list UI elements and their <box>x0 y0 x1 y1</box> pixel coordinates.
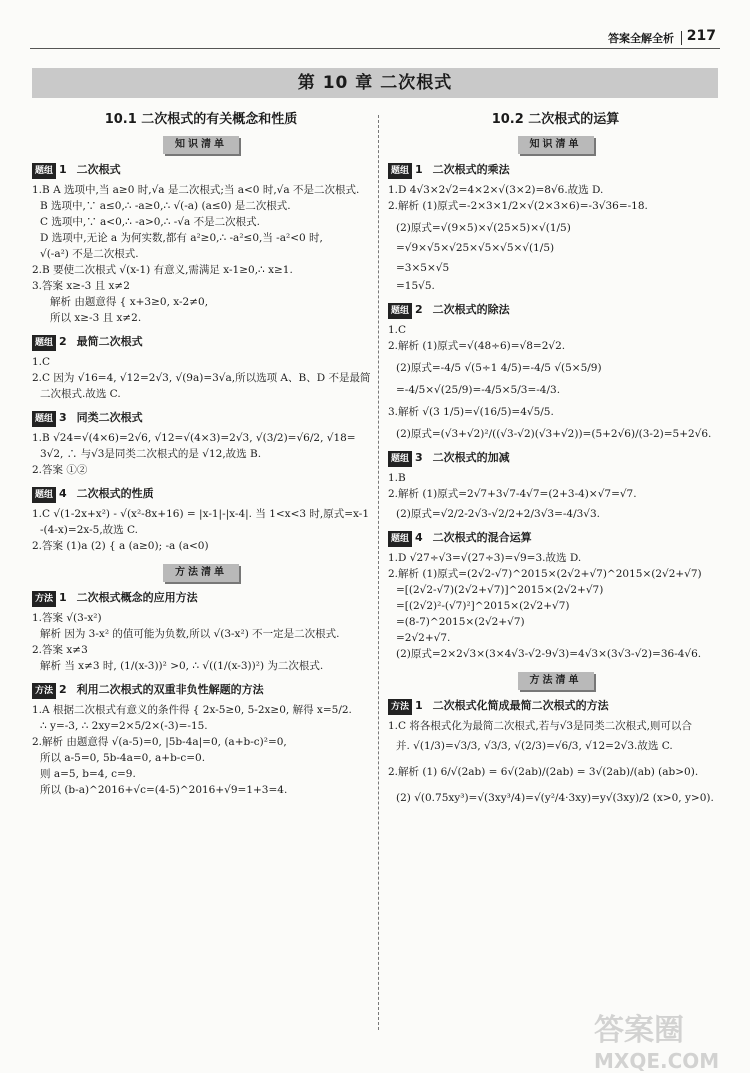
section-title-10-2: 10.2 二次根式的运算 <box>491 112 620 127</box>
group-tag: 题组 <box>388 531 412 547</box>
group-heading: 题组 3 二次根式的加减 <box>388 450 723 467</box>
knowledge-banner: 知识清单 <box>163 136 239 154</box>
answer-line: 2.C 因为 √16=4, √12=2√3, √(9a)=3√a,所以选项 A、B、D 不是最简 <box>32 372 371 384</box>
group-heading: 题组 3 同类二次根式 <box>32 410 370 427</box>
method-heading: 方法 1 二次根式概念的应用方法 <box>32 590 370 607</box>
answer-line: =-4/5×√(25/9)=-4/5×5/3=-4/3. <box>396 384 561 396</box>
method-tag: 方法 <box>32 683 56 699</box>
answer-line: 2.解析 (1)原式=(2√2-√7)^2015×(2√2+√7)^2015×(2√2+√7) <box>388 568 702 580</box>
answer-line: (2)原式=(√3+√2)²/((√3-√2)(√3+√2))=(5+2√6)/(3-2)=5+2√6. <box>396 428 712 440</box>
group-tag: 题组 <box>32 335 56 351</box>
answer-line: 1.A 根据二次根式有意义的条件得 { 2x-5≥0, 5-2x≥0, 解得 x=5/2. <box>32 704 352 716</box>
answer-line: 1.B <box>388 472 406 484</box>
answer-line: B 选项中,∵ a≤0,∴ -a≥0,∴ √(-a) (a≤0) 是二次根式. <box>40 200 291 212</box>
answer-line: 1.D 4√3×2√2=4×2×√(3×2)=8√6.故选 D. <box>388 184 604 196</box>
r-method-1-answers <box>388 718 723 806</box>
answer-line: 2.B 要使二次根式 √(x-1) 有意义,需满足 x-1≥0,∴ x≥1. <box>32 264 293 276</box>
answer-line: 所以 a-5=0, 5b-4a=0, a+b-c=0. <box>40 752 206 764</box>
answer-line: 1.D √27÷√3=√(27÷3)=√9=3.故选 D. <box>388 552 582 564</box>
answer-line: 解析 由题意得 { x+3≥0, x-2≠0, <box>50 296 209 308</box>
method-tag: 方法 <box>32 591 56 607</box>
answer-line: =3×5×√5 <box>396 262 450 274</box>
group-4-answers <box>32 506 370 554</box>
header-label: 答案全解全析 <box>608 32 674 45</box>
watermark-logo <box>594 1005 744 1073</box>
answer-line: -(4-x)=2x-5,故选 C. <box>40 524 139 536</box>
chapter-title: 第 10 章 二次根式 <box>32 68 718 98</box>
answer-line: 1.C <box>388 324 407 336</box>
watermark-text: 答案圈 <box>594 1013 684 1048</box>
group-tag: 题组 <box>32 487 56 503</box>
section-title-10-1: 10.1 二次根式的有关概念和性质 <box>104 112 298 127</box>
method-banner: 方法清单 <box>518 672 594 690</box>
method-tag: 方法 <box>388 699 412 715</box>
method-banner: 方法清单 <box>163 564 239 582</box>
right-column <box>388 110 723 806</box>
answer-line: 解析 因为 3-x² 的值可能为负数,所以 √(3-x²) 不一定是二次根式. <box>40 628 340 640</box>
answer-line: 二次根式.故选 C. <box>40 388 121 400</box>
answer-line: 解析 当 x≠3 时, (1/(x-3))² >0, ∴ √((1/(x-3))²) 为二次根式. <box>40 660 324 672</box>
answer-line: =15√5. <box>396 280 435 292</box>
answer-line: 1.答案 √(3-x²) <box>32 612 102 624</box>
page-number: 217 <box>686 28 716 44</box>
answer-line: 2.解析 由题意得 √(a-5)=0, |5b-4a|=0, (a+b-c)²=0, <box>32 736 287 748</box>
group-heading: 题组 4 二次根式的性质 <box>32 486 370 503</box>
answer-line: 并. √(1/3)=√3/3, √3/3, √(2/3)=√6/3, √12=2√3.故选 C. <box>396 740 673 752</box>
answer-line: (2)原式=-4/5 √(5÷1 4/5)=-4/5 √(5×5/9) <box>396 362 602 374</box>
group-1-answers <box>32 182 370 326</box>
answer-line: 1.B A 选项中,当 a≥0 时,√a 是二次根式;当 a<0 时,√a 不是二次根式. <box>32 184 360 196</box>
group-tag: 题组 <box>32 163 56 179</box>
r-group-2-answers <box>388 322 723 442</box>
answer-line: D 选项中,无论 a 为何实数,都有 a²≥0,∴ -a²≤0,当 -a²<0 时, <box>40 232 323 244</box>
answer-line: 2.解析 (1) 6/√(2ab) = 6√(2ab)/(2ab) = 3√(2ab)/(ab) (ab>0). <box>388 766 699 778</box>
answer-line: 1.B √24=√(4×6)=2√6, √12=√(4×3)=2√3, √(3/2)=√6/2, √18= <box>32 432 356 444</box>
group-heading: 题组 4 二次根式的混合运算 <box>388 530 723 547</box>
answer-line: C 选项中,∵ a<0,∴ -a>0,∴ -√a 不是二次根式. <box>40 216 260 228</box>
answer-line: 3.答案 x≥-3 且 x≠2 <box>32 280 130 292</box>
answer-line: =2√2+√7. <box>396 632 451 644</box>
answer-line: 2.答案 x≠3 <box>32 644 88 656</box>
answer-line: ∴ y=-3, ∴ 2xy=2×5/2×(-3)=-15. <box>40 720 208 732</box>
answer-line: √(-a²) 不是二次根式. <box>40 248 139 260</box>
watermark-url: MXQE.COM <box>594 1049 720 1073</box>
method-heading: 方法 2 利用二次根式的双重非负性解题的方法 <box>32 682 370 699</box>
answer-line: 所以 (b-a)^2016+√c=(4-5)^2016+√9=1+3=4. <box>40 784 288 796</box>
answer-line: 则 a=5, b=4, c=9. <box>40 768 136 780</box>
group-tag: 题组 <box>32 411 56 427</box>
answer-line: (2)原式=√2/2-2√3-√2/2+2/3√3=-4/3√3. <box>396 508 601 520</box>
group-heading: 题组 2 最简二次根式 <box>32 334 370 351</box>
answer-line: 2.答案 (1)a (2) { a (a≥0); -a (a<0) <box>32 540 209 552</box>
answer-line: 1.C 将各根式化为最简二次根式,若与√3是同类二次根式,则可以合 <box>388 720 692 732</box>
answer-line: 3.解析 √(3 1/5)=√(16/5)=4√5/5. <box>388 406 554 418</box>
answer-line: 所以 x≥-3 且 x≠2. <box>50 312 142 324</box>
answer-line: 2.答案 ①② <box>32 464 88 476</box>
group-2-answers <box>32 354 370 402</box>
knowledge-banner: 知识清单 <box>518 136 594 154</box>
method-heading: 方法 1 二次根式化简成最简二次根式的方法 <box>388 698 723 715</box>
answer-line: 2.解析 (1)原式=-2×3×1/2×√(2×3×6)=-3√36=-18. <box>388 200 648 212</box>
answer-line: =[(2√2)²-(√7)²]^2015×(2√2+√7) <box>396 600 570 612</box>
answer-line: =√9×√5×√25×√5×√5×√(1/5) <box>396 242 555 254</box>
group-heading: 题组 1 二次根式的乘法 <box>388 162 723 179</box>
group-heading: 题组 1 二次根式 <box>32 162 370 179</box>
column-divider <box>378 115 379 1030</box>
answer-line: 3√2, ∴ 与√3是同类二次根式的是 √12,故选 B. <box>40 448 262 460</box>
r-group-3-answers <box>388 470 723 522</box>
answer-line: 2.解析 (1)原式=√(48÷6)=√8=2√2. <box>388 340 566 352</box>
answer-line: 1.C √(1-2x+x²) - √(x²-8x+16) = |x-1|-|x-4|. 当 1<x<3 时,原式=x-1 <box>32 508 370 520</box>
group-tag: 题组 <box>388 163 412 179</box>
answer-line: 2.解析 (1)原式=2√7+3√7-4√7=(2+3-4)×√7=√7. <box>388 488 637 500</box>
group-tag: 题组 <box>388 451 412 467</box>
r-group-1-answers <box>388 182 723 294</box>
answer-line: 1.C <box>32 356 51 368</box>
page-header <box>30 28 720 49</box>
answer-line: =(8-7)^2015×(2√2+√7) <box>396 616 525 628</box>
r-group-4-answers <box>388 550 723 662</box>
header-separator <box>681 31 682 45</box>
group-heading: 题组 2 二次根式的除法 <box>388 302 723 319</box>
answer-line: =[(2√2-√7)(2√2+√7)]^2015×(2√2+√7) <box>396 584 604 596</box>
method-2-answers <box>32 702 370 798</box>
answer-line: (2) √(0.75xy³)=√(3xy³/4)=√(y²/4·3xy)=y√(3xy)/2 (x>0, y>0). <box>396 792 714 804</box>
left-column <box>32 110 370 798</box>
group-3-answers <box>32 430 370 478</box>
group-tag: 题组 <box>388 303 412 319</box>
method-1-answers <box>32 610 370 674</box>
answer-line: (2)原式=√(9×5)×√(25×5)×√(1/5) <box>396 222 571 234</box>
answer-line: (2)原式=2×2√3×(3×4√3-√2-9√3)=4√3×(3√3-√2)=36-4√6. <box>396 648 702 660</box>
